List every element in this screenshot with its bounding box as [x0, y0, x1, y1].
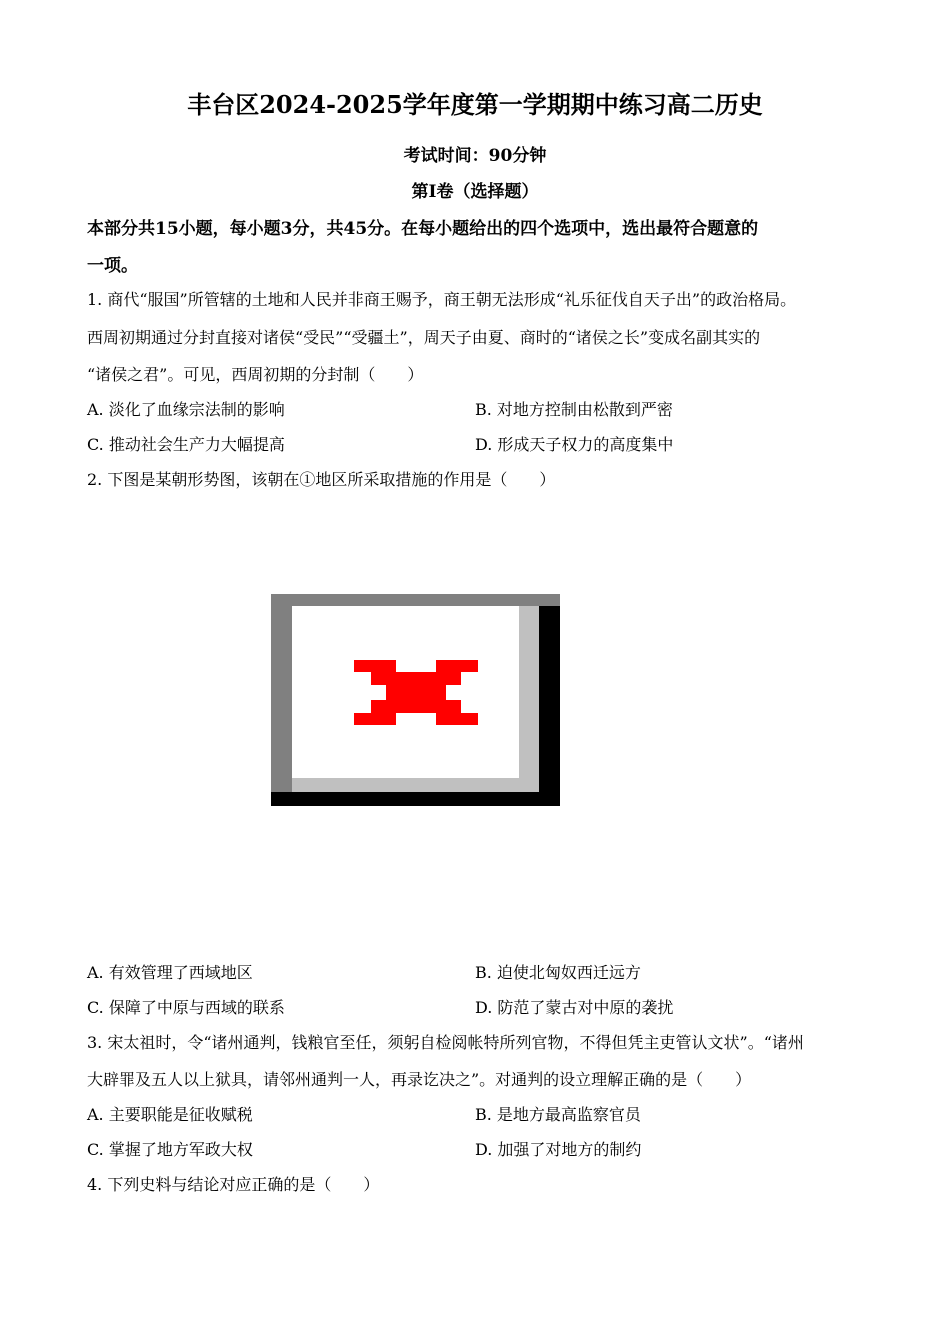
- question-1-option-a: A. 淡化了血缘宗法制的影响: [87, 400, 285, 419]
- question-2-option-c: C. 保障了中原与西域的联系: [87, 998, 285, 1017]
- question-3-option-c: C. 掌握了地方军政大权: [87, 1140, 253, 1159]
- question-4-stem: 4. 下列史料与结论对应正确的是（ ）: [87, 1175, 380, 1194]
- question-1-option-c: C. 推动社会生产力大幅提高: [87, 435, 285, 454]
- question-1-stem-line-1: 1. 商代“服国”所管辖的土地和人民并非商王赐予，商王朝无法形成“礼乐征伐自天子出”的政治格局。: [87, 290, 797, 309]
- question-1-option-d: D. 形成天子权力的高度集中: [475, 435, 674, 454]
- section-heading: 第Ⅰ卷（选择题）: [411, 182, 539, 202]
- question-3-option-b: B. 是地方最高监察官员: [475, 1105, 641, 1124]
- question-1-stem-line-2: 西周初期通过分封直接对诸侯“受民”“受疆土”，周天子由夏、商时的“诸侯之长”变成名副其实的: [87, 328, 761, 347]
- question-2-stem: 2. 下图是某朝形势图，该朝在①地区所采取措施的作用是（ ）: [87, 470, 556, 489]
- question-1-stem-line-3: “诸侯之君”。可见，西周初期的分封制（ ）: [87, 365, 424, 384]
- question-1-option-b: B. 对地方控制由松散到严密: [475, 400, 673, 419]
- question-3-option-d: D. 加强了对地方的制约: [475, 1140, 642, 1159]
- instructions-line-1: 本部分共15小题，每小题3分，共45分。在每小题给出的四个选项中，选出最符合题意的: [87, 219, 759, 239]
- broken-image-icon: [271, 594, 560, 806]
- question-2-option-b: B. 迫使北匈奴西迁远方: [475, 963, 641, 982]
- question-3-stem-line-2: 大辟罪及五人以上狱具，请邻州通判一人，再录讫决之”。对通判的设立理解正确的是（ ）: [87, 1070, 752, 1089]
- question-2-option-a: A. 有效管理了西域地区: [87, 963, 253, 982]
- exam-time: 考试时间：90分钟: [403, 146, 547, 166]
- instructions-line-2: 一项。: [87, 256, 138, 276]
- page-title: 丰台区2024-2025学年度第一学期期中练习高二历史: [187, 90, 763, 119]
- question-3-stem-line-1: 3. 宋太祖时，令“诸州通判，钱粮官至任，须躬自检阅帐特所列官物，不得但凭主吏管认文状”。“诸州: [87, 1033, 804, 1052]
- question-3-option-a: A. 主要职能是征收赋税: [87, 1105, 253, 1124]
- question-2-option-d: D. 防范了蒙古对中原的袭扰: [475, 998, 674, 1017]
